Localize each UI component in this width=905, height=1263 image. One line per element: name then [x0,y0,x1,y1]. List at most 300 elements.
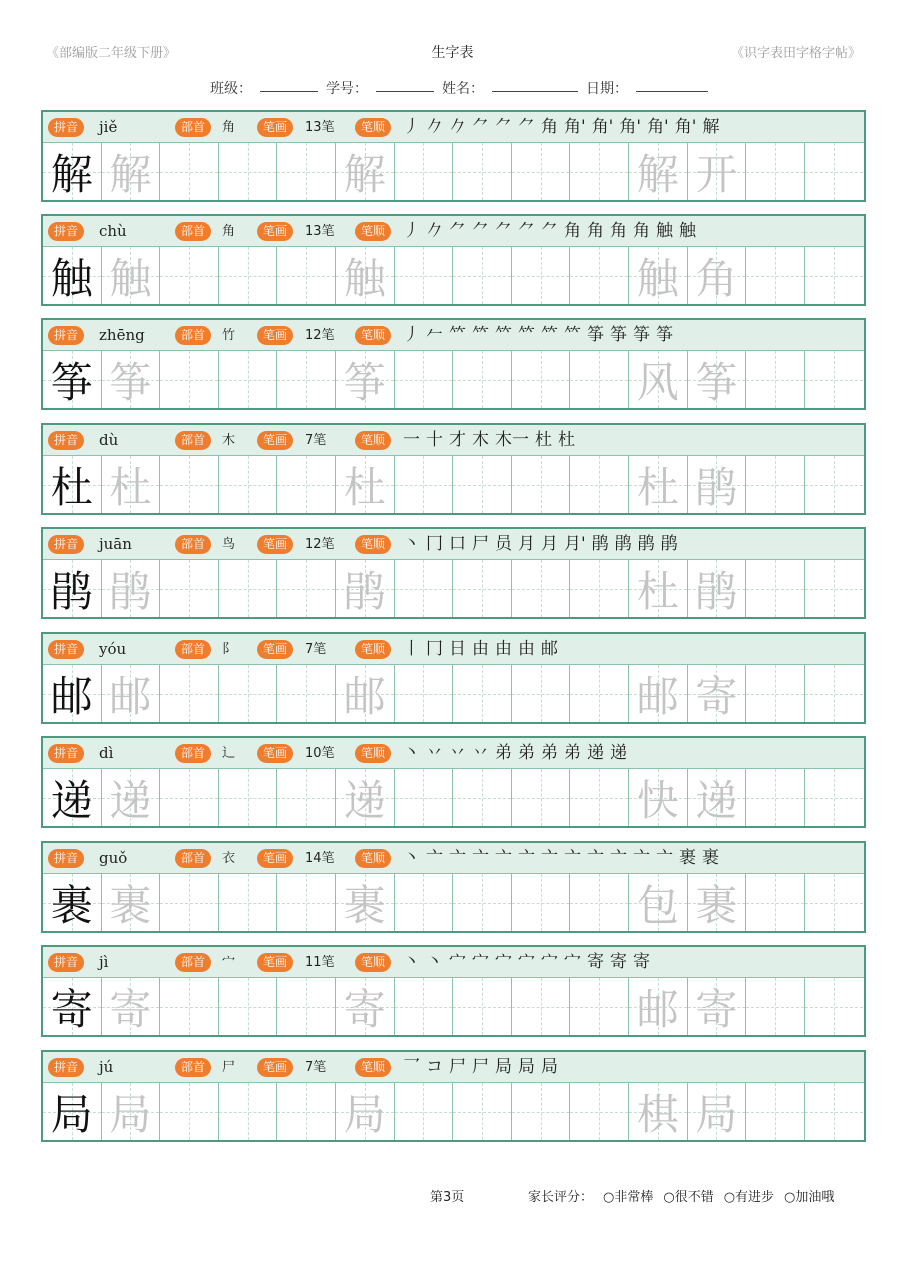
practice-cell[interactable] [746,560,805,617]
stroke-step: 口 [449,534,466,554]
tianzige-grid [43,560,864,617]
practice-cell[interactable] [43,1083,102,1140]
model-character: 邮 [50,671,93,721]
stroke-order-tag: 笔顺 [355,535,391,554]
stroke-order-sequence [403,425,575,456]
practice-cell[interactable] [688,874,747,931]
practice-cell[interactable] [219,560,278,617]
stroke-step: 局 [495,1057,512,1077]
practice-cell[interactable] [512,560,571,617]
stroke-step: 局 [518,1057,535,1077]
practice-cell[interactable] [219,874,278,931]
stroke-step: 筝 [587,325,604,345]
stroke-step: 木一 [495,430,529,450]
practice-cell[interactable] [43,247,102,304]
stroke-count-tag: 笔画 [257,1058,293,1077]
practice-cell[interactable] [688,143,747,200]
practice-cell[interactable] [102,351,161,408]
model-character: 递 [50,775,93,825]
stroke-step: 弟 [541,743,558,763]
practice-cell[interactable] [629,978,688,1035]
stroke-step: 一 [403,430,420,450]
practice-cell[interactable] [336,143,395,200]
pinyin-tag: 拼音 [48,118,84,137]
stroke-step: 丷 [426,743,443,763]
practice-cell[interactable] [43,560,102,617]
tracing-character: 包 [636,880,679,930]
practice-cell[interactable] [219,143,278,200]
practice-cell[interactable] [453,456,512,513]
stroke-order-tag: 笔顺 [355,849,391,868]
practice-cell[interactable] [629,456,688,513]
stroke-order-tag: 笔顺 [355,431,391,450]
practice-cell[interactable] [160,247,219,304]
radical-tag: 部首 [175,535,211,554]
tracing-character: 开 [695,149,738,199]
practice-cell[interactable] [160,769,219,826]
stroke-step: 乛 [403,1057,420,1077]
practice-cell[interactable] [570,769,629,826]
radical-value: 阝 [222,642,236,657]
practice-cell[interactable] [102,978,161,1035]
stroke-count-value: 10笔 [305,746,335,761]
practice-cell[interactable] [629,560,688,617]
stroke-step: 亠 [449,848,466,868]
practice-cell[interactable] [629,769,688,826]
practice-cell[interactable] [395,351,454,408]
practice-cell[interactable] [688,247,747,304]
practice-cell[interactable] [395,247,454,304]
practice-cell[interactable] [746,769,805,826]
radical-tag: 部首 [175,1058,211,1077]
character-block [41,841,866,933]
pinyin-value: dì [99,744,114,762]
practice-cell[interactable] [336,351,395,408]
eval-option-cheer[interactable]: ○加油哦 [784,1190,835,1205]
radical-tag: 部首 [175,118,211,137]
practice-cell[interactable] [805,769,864,826]
practice-cell[interactable] [688,978,747,1035]
stroke-step: 触 [656,221,673,241]
pinyin-tag: 拼音 [48,1058,84,1077]
practice-cell[interactable] [102,560,161,617]
practice-cell[interactable] [805,1083,864,1140]
practice-cell[interactable] [746,351,805,408]
stroke-step: 角' [564,117,586,137]
practice-cell[interactable] [453,769,512,826]
pinyin-tag: 拼音 [48,849,84,868]
pinyin-value: dù [99,431,119,449]
practice-cell[interactable] [453,874,512,931]
stroke-step: 冂 [426,639,443,659]
practice-cell[interactable] [805,351,864,408]
stroke-step: ⺈ [472,117,489,137]
practice-cell[interactable] [453,351,512,408]
stroke-step: 丿 [403,325,420,345]
practice-cell[interactable] [746,456,805,513]
practice-cell[interactable] [277,1083,336,1140]
practice-cell[interactable] [336,560,395,617]
stroke-step: 𥫗 [472,325,489,345]
tracing-character: 寄 [109,984,152,1034]
practice-cell[interactable] [336,247,395,304]
stroke-step: 丿 [403,221,420,241]
practice-cell[interactable] [512,351,571,408]
character-block [41,110,866,202]
radical-value: 尸 [222,1060,236,1075]
pinyin-tag: 拼音 [48,326,84,345]
practice-cell[interactable] [102,143,161,200]
practice-cell[interactable] [570,874,629,931]
stroke-step: 筝 [633,325,650,345]
practice-cell[interactable] [102,769,161,826]
stroke-step: 亠 [656,848,673,868]
stroke-step: 尸 [449,1057,466,1077]
practice-cell[interactable] [160,456,219,513]
practice-cell[interactable] [160,874,219,931]
stroke-step: ⺈ [472,221,489,241]
practice-cell[interactable] [805,456,864,513]
stroke-step: 亠 [472,848,489,868]
tracing-character: 筝 [343,357,386,407]
pinyin-tag: 拼音 [48,222,84,241]
practice-cell[interactable] [219,769,278,826]
stroke-step: 宀 [541,952,558,972]
practice-cell[interactable] [395,665,454,722]
practice-cell[interactable] [160,351,219,408]
stroke-step: 丶 [403,534,420,554]
practice-cell[interactable] [805,978,864,1035]
page-number: 第3页 [430,1190,465,1205]
stroke-step: 杜 [558,430,575,450]
practice-cell[interactable] [395,143,454,200]
practice-cell[interactable] [629,874,688,931]
character-info-bar [43,843,864,874]
stroke-count-tag: 笔画 [257,431,293,450]
practice-cell[interactable] [453,560,512,617]
stroke-order-sequence [403,738,627,769]
stroke-count-value: 13笔 [305,224,335,239]
tianzige-grid [43,1083,864,1140]
character-info-bar [43,216,864,247]
practice-cell[interactable] [219,1083,278,1140]
stroke-step: 月 [541,534,558,554]
practice-cell[interactable] [277,560,336,617]
practice-cell[interactable] [395,1083,454,1140]
model-character: 鹃 [50,566,93,616]
practice-cell[interactable] [277,143,336,200]
practice-cell[interactable] [277,665,336,722]
practice-cell[interactable] [160,560,219,617]
practice-cell[interactable] [277,351,336,408]
practice-cell[interactable] [219,665,278,722]
model-character: 裹 [50,880,93,930]
stroke-step: 丨 [403,639,420,659]
practice-cell[interactable] [805,143,864,200]
practice-cell[interactable] [512,143,571,200]
stroke-step: 丿 [403,117,420,137]
practice-cell[interactable] [805,665,864,722]
practice-cell[interactable] [395,769,454,826]
radical-value: 竹 [222,328,236,343]
eval-option-progress[interactable]: ○有进步 [723,1190,775,1205]
tracing-character: 邮 [109,671,152,721]
practice-cell[interactable] [453,978,512,1035]
stroke-order-sequence [403,320,673,351]
date-blank[interactable] [636,78,708,92]
practice-cell[interactable] [395,456,454,513]
stroke-order-tag: 笔顺 [355,326,391,345]
tianzige-grid [43,665,864,722]
stroke-step: ⺈ [495,117,512,137]
practice-cell[interactable] [688,351,747,408]
practice-cell[interactable] [688,456,747,513]
radical-tag: 部首 [175,744,211,763]
tracing-character: 解 [636,149,679,199]
stroke-step: 角 [633,221,650,241]
practice-cell[interactable] [688,560,747,617]
model-character: 局 [50,1089,93,1139]
character-info-bar [43,112,864,143]
tracing-character: 裹 [109,880,152,930]
stroke-order-sequence [403,529,678,560]
stroke-step: 宀 [449,952,466,972]
radical-value: 宀 [222,955,236,970]
practice-cell[interactable] [395,978,454,1035]
student-info-row [210,78,708,98]
tracing-character: 局 [343,1089,386,1139]
practice-cell[interactable] [512,978,571,1035]
practice-cell[interactable] [746,247,805,304]
practice-cell[interactable] [102,874,161,931]
number-blank[interactable] [376,78,434,92]
tianzige-grid [43,247,864,304]
practice-cell[interactable] [746,874,805,931]
stroke-step: 丷 [472,743,489,763]
practice-cell[interactable] [746,1083,805,1140]
practice-cell[interactable] [805,247,864,304]
practice-cell[interactable] [395,560,454,617]
practice-cell[interactable] [512,247,571,304]
practice-cell[interactable] [570,456,629,513]
stroke-step: 鹃 [660,534,678,554]
tracing-character: 棋 [636,1089,679,1139]
stroke-step: ⺈ [495,221,512,241]
practice-cell[interactable] [570,247,629,304]
practice-cell[interactable] [688,665,747,722]
character-block [41,527,866,619]
practice-cell[interactable] [395,874,454,931]
stroke-order-tag: 笔顺 [355,222,391,241]
stroke-order-sequence [403,634,558,665]
practice-cell[interactable] [805,560,864,617]
stroke-count-tag: 笔画 [257,326,293,345]
eval-option-great[interactable]: ○非常棒 [603,1190,654,1205]
pinyin-value: yóu [99,640,127,658]
practice-cell[interactable] [453,143,512,200]
practice-cell[interactable] [336,665,395,722]
stroke-count-value: 7笔 [305,433,327,448]
practice-cell[interactable] [570,978,629,1035]
stroke-step: 𠂊 [426,221,443,241]
stroke-step: 𥫗 [564,325,581,345]
practice-cell[interactable] [277,247,336,304]
tracing-character: 局 [109,1089,152,1139]
practice-cell[interactable] [219,351,278,408]
tracing-character: 杜 [636,462,679,512]
practice-cell[interactable] [43,874,102,931]
practice-cell[interactable] [512,456,571,513]
practice-cell[interactable] [43,143,102,200]
practice-cell[interactable] [219,247,278,304]
radical-value: 角 [222,224,236,239]
tianzige-grid [43,351,864,408]
stroke-step: 弟 [518,743,535,763]
practice-cell[interactable] [277,769,336,826]
practice-cell[interactable] [336,769,395,826]
practice-cell[interactable] [629,247,688,304]
practice-cell[interactable] [160,665,219,722]
pinyin-value: jú [99,1058,114,1076]
eval-option-good[interactable]: ○很不错 [663,1190,714,1205]
stroke-step: 裹 [702,848,719,868]
tracing-character: 筝 [695,357,738,407]
tianzige-grid [43,874,864,931]
stroke-step: 触 [679,221,696,241]
practice-cell[interactable] [336,456,395,513]
practice-cell[interactable] [453,1083,512,1140]
tracing-character: 触 [343,253,386,303]
name-blank[interactable] [492,78,578,92]
practice-cell[interactable] [570,143,629,200]
tracing-character: 杜 [343,462,386,512]
practice-cell[interactable] [570,1083,629,1140]
practice-cell[interactable] [512,874,571,931]
stroke-step: ⺈ [518,221,535,241]
radical-value: 鸟 [222,537,236,552]
practice-cell[interactable] [102,1083,161,1140]
practice-cell[interactable] [43,978,102,1035]
practice-cell[interactable] [102,456,161,513]
stroke-count-tag: 笔画 [257,640,293,659]
tracing-character: 杜 [109,462,152,512]
stroke-step: ⺈ [449,221,466,241]
stroke-step: 𥫗 [449,325,466,345]
practice-cell[interactable] [629,1083,688,1140]
stroke-count-value: 14笔 [305,851,335,866]
stroke-count-tag: 笔画 [257,118,293,137]
stroke-order-tag: 笔顺 [355,1058,391,1077]
tracing-character: 递 [343,775,386,825]
stroke-step: 杜 [535,430,552,450]
stroke-step: ⺈ [541,221,558,241]
practice-cell[interactable] [512,769,571,826]
practice-cell[interactable] [746,143,805,200]
stroke-step: 丶 [403,952,420,972]
tracing-character: 鹃 [343,566,386,616]
practice-cell[interactable] [570,351,629,408]
practice-cell[interactable] [629,665,688,722]
stroke-step: 亠 [564,848,581,868]
stroke-order-sequence [403,112,719,143]
tracing-character: 杜 [636,566,679,616]
practice-cell[interactable] [746,665,805,722]
practice-cell[interactable] [688,1083,747,1140]
stroke-step: 宀 [495,952,512,972]
practice-cell[interactable] [43,665,102,722]
tracing-character: 裹 [695,880,738,930]
practice-cell[interactable] [336,1083,395,1140]
stroke-step: 由 [495,639,512,659]
practice-cell[interactable] [43,769,102,826]
radical-tag: 部首 [175,849,211,868]
stroke-step: 鹃 [637,534,655,554]
stroke-step: 寄 [633,952,650,972]
practice-cell[interactable] [336,978,395,1035]
practice-cell[interactable] [219,456,278,513]
tracing-character: 邮 [343,671,386,721]
stroke-step: 月 [518,534,535,554]
practice-cell[interactable] [43,351,102,408]
practice-cell[interactable] [160,1083,219,1140]
model-character: 寄 [50,984,93,1034]
pinyin-tag: 拼音 [48,640,84,659]
practice-cell[interactable] [102,247,161,304]
stroke-step: 由 [472,639,489,659]
stroke-step: 丷 [449,743,466,763]
practice-cell[interactable] [453,247,512,304]
stroke-count-value: 11笔 [305,955,335,970]
practice-cell[interactable] [277,874,336,931]
class-blank[interactable] [260,78,318,92]
character-info-bar [43,738,864,769]
pinyin-value: juān [99,535,132,553]
practice-cell[interactable] [160,978,219,1035]
tracing-character: 鹃 [695,566,738,616]
practice-cell[interactable] [102,665,161,722]
stroke-step: 宀 [472,952,489,972]
practice-cell[interactable] [277,978,336,1035]
practice-cell[interactable] [512,665,571,722]
practice-cell[interactable] [570,560,629,617]
stroke-step: 尸 [472,1057,489,1077]
practice-cell[interactable] [453,665,512,722]
practice-cell[interactable] [570,665,629,722]
tianzige-grid [43,456,864,513]
stroke-order-tag: 笔顺 [355,744,391,763]
stroke-step: 𠂊 [426,117,443,137]
practice-cell[interactable] [746,978,805,1035]
practice-cell[interactable] [512,1083,571,1140]
character-block [41,632,866,724]
practice-cell[interactable] [336,874,395,931]
stroke-step: 角' [674,117,697,137]
stroke-step: 递 [610,743,627,763]
practice-cell[interactable] [277,456,336,513]
practice-cell[interactable] [805,874,864,931]
tracing-character: 邮 [636,671,679,721]
pinyin-value: jiě [99,118,118,136]
stroke-step: 丶 [403,848,420,868]
practice-cell[interactable] [219,978,278,1035]
radical-tag: 部首 [175,431,211,450]
practice-cell[interactable] [688,769,747,826]
practice-cell[interactable] [160,143,219,200]
practice-cell[interactable] [629,143,688,200]
tracing-character: 递 [695,775,738,825]
practice-cell[interactable] [43,456,102,513]
practice-cell[interactable] [629,351,688,408]
